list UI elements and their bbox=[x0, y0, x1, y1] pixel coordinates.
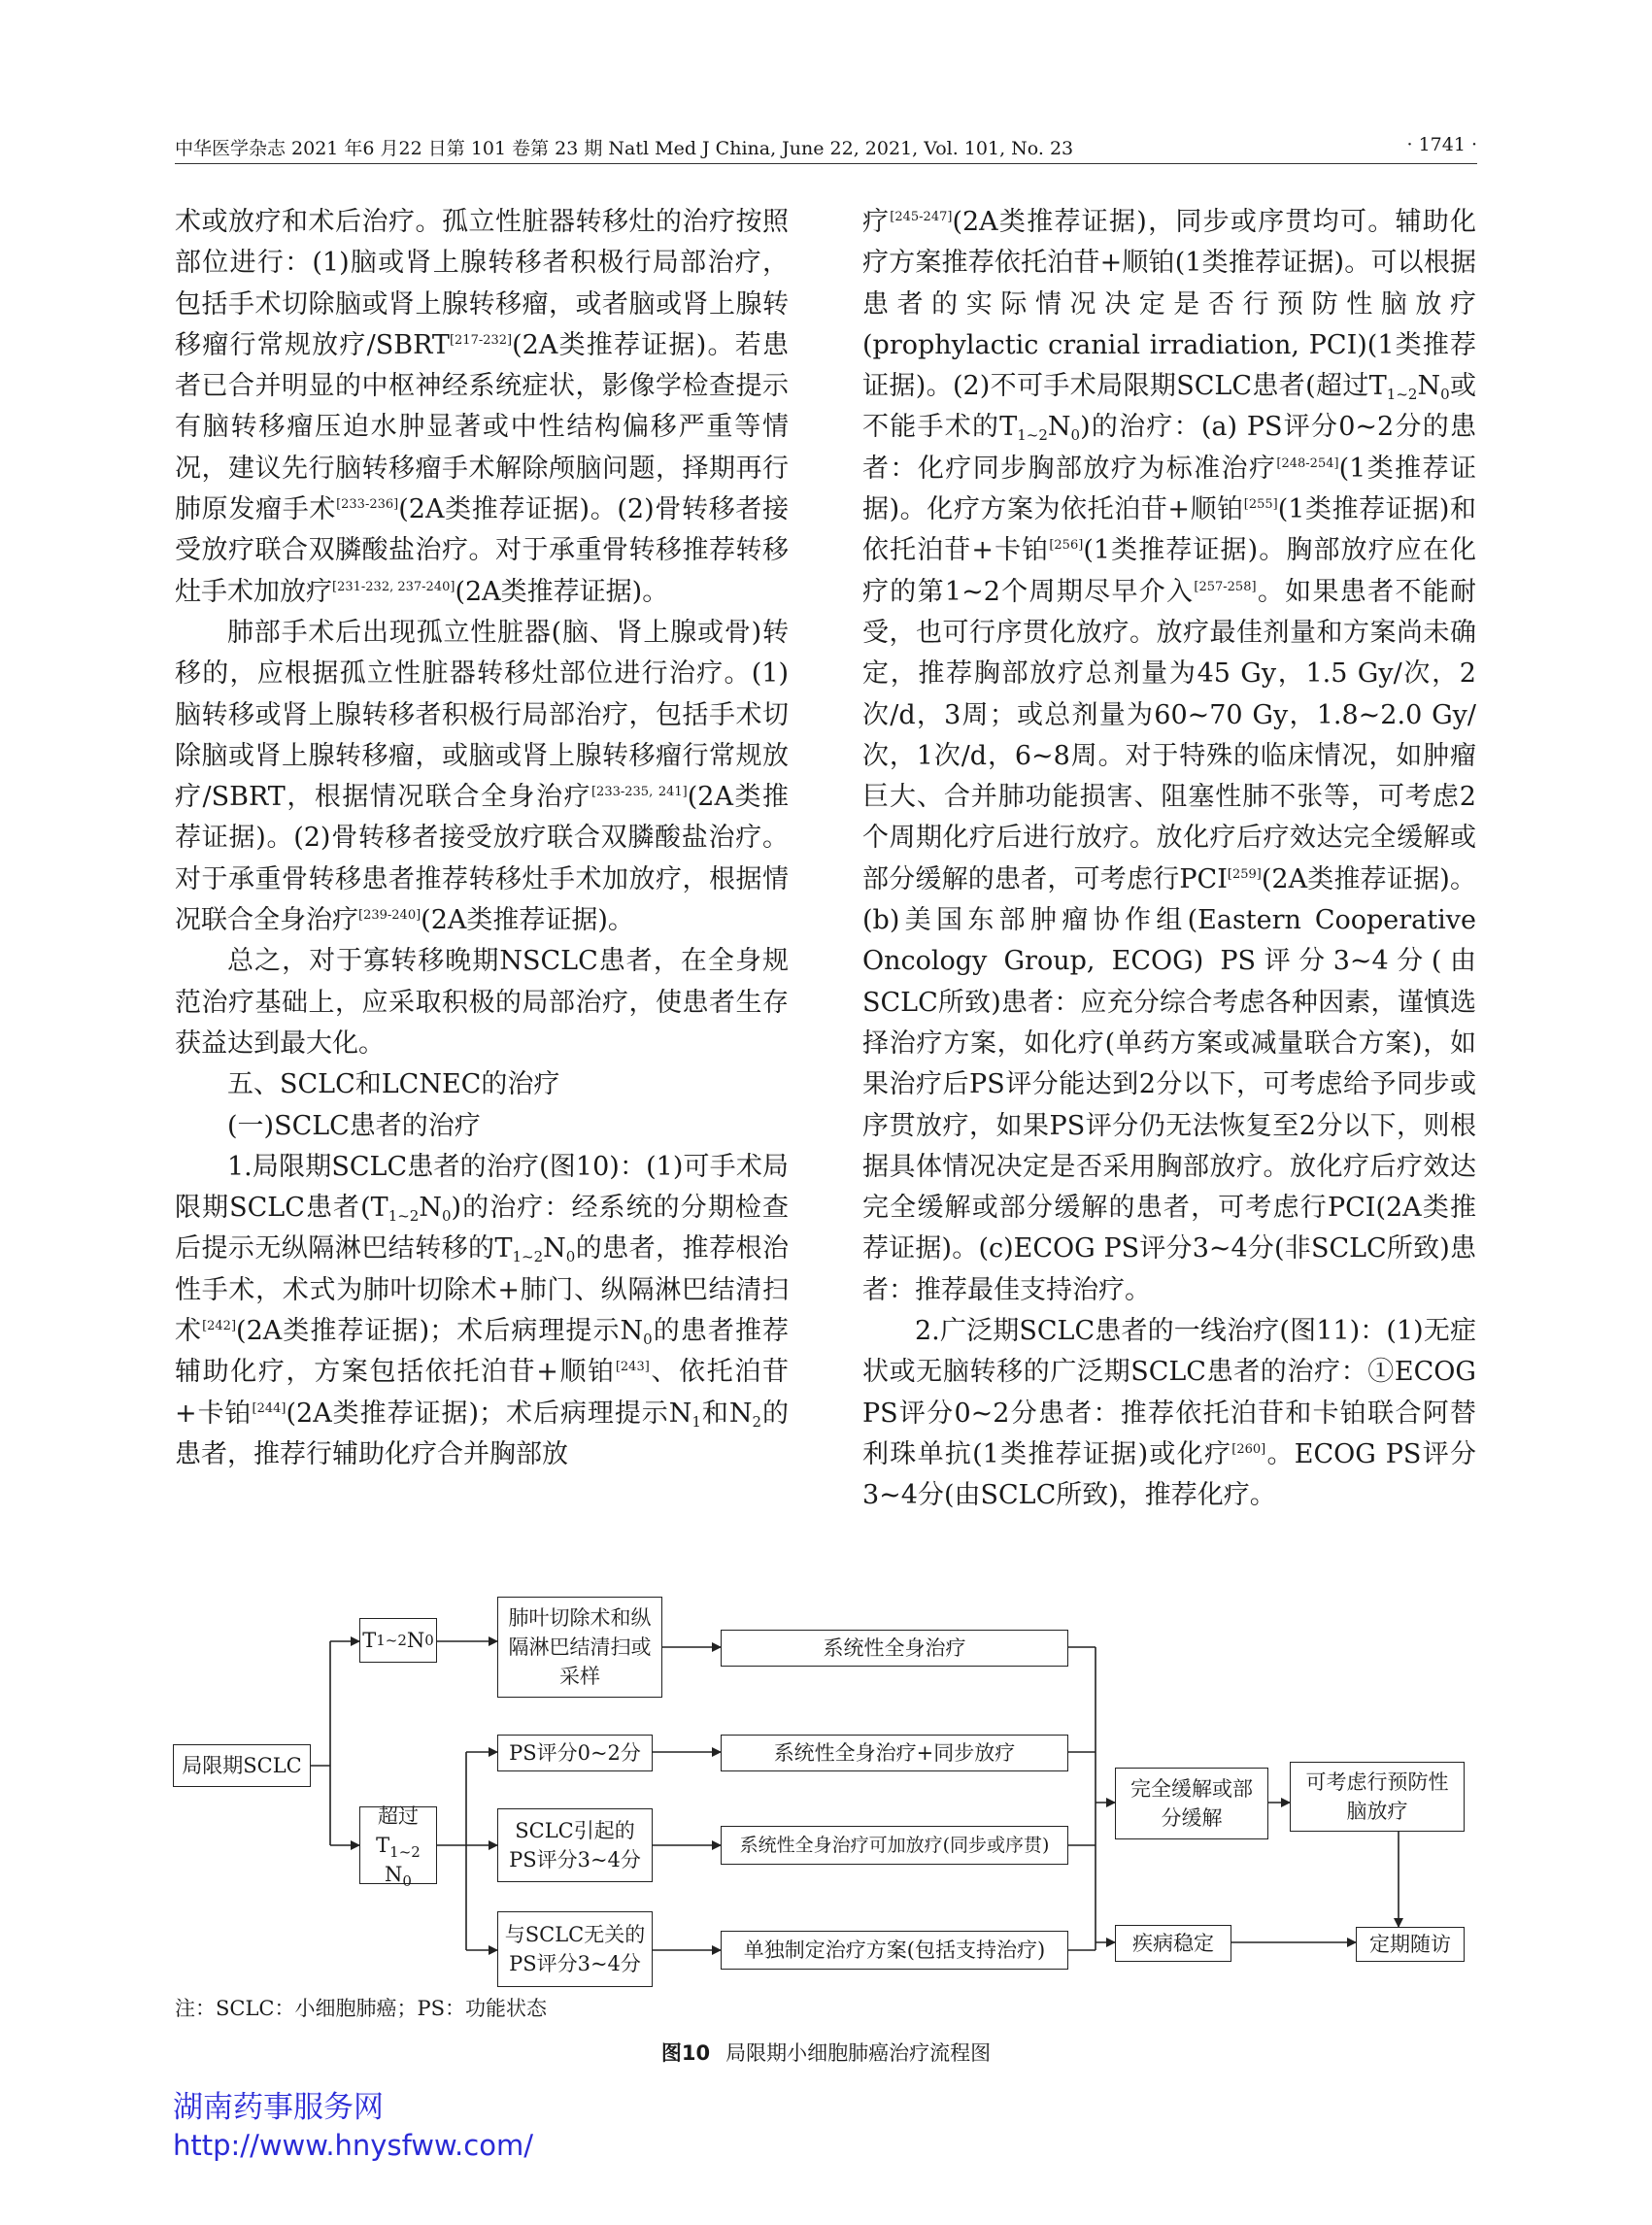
node-lobectomy: 肺叶切除术和纵隔淋巴结清扫或采样 bbox=[497, 1597, 662, 1698]
page-number: · 1741 · bbox=[1406, 134, 1477, 155]
right-column bbox=[862, 202, 1476, 1517]
paragraph: 肺部手术后出现孤立性脏器(脑、肾上腺或骨)转移的，应根据孤立性脏器转移灶部位进行治疗。(1)脑转移或肾上腺转移者积极行局部治疗，包括手术切除脑或肾上腺转移瘤，或脑或肾上腺转移瘤行常规放疗/SBRT，根据情况联合全身治疗[233-235, 241](2A类推荐证据)。(2)骨转移者接受放疗联合双膦酸盐治疗。对于承重骨转移患者推荐转移灶手术加放疗，根据情况联合全身治疗[239-240](2A类推荐证据)。 bbox=[175, 617, 789, 936]
node-pci: 可考虑行预防性脑放疗 bbox=[1290, 1762, 1465, 1832]
left-column bbox=[175, 202, 789, 1475]
watermark bbox=[173, 2088, 533, 2164]
paragraph: 术或放疗和术后治疗。孤立性脏器转移灶的治疗按照部位进行：(1)脑或肾上腺转移者积极行局部治疗，包括手术切除脑或肾上腺转移瘤，或者脑或肾上腺转移瘤行常规放疗/SBRT[217-232](2A类推荐证据)。若患者已合并明显的中枢神经系统症状，影像学检查提示有脑转移瘤压迫水肿显著或中性结构偏移严重等情况，建议先行脑转移瘤手术解除颅脑问题，择期再行肺原发瘤手术[233-236](2A类推荐证据)。(2)骨转移者接受放疗联合双膦酸盐治疗。对于承重骨转移推荐转移灶手术加放疗[231-232, 237-240](2A类推荐证据)。 bbox=[175, 207, 790, 607]
node-stable-disease: 疾病稳定 bbox=[1115, 1925, 1231, 1962]
node-sclc-ps-3-4: SCLC引起的PS评分3~4分 bbox=[497, 1808, 653, 1882]
running-header bbox=[175, 134, 1477, 164]
paragraph: 疗[245-247](2A类推荐证据)，同步或序贯均可。辅助化疗方案推荐依托泊苷+顺铂(1类推荐证据)。可以根据患者的实际情况决定是否行预防性脑放疗(prophylactic cranial irradiation, PCI)(1类推荐证据)。(2)不可手术局限期SCLC患者(超过$T_{1\sim 2}N_0$或不能手术的$T_{1\sim 2}N_0$)的治疗：(a) PS评分0~2分的患者：化疗同步胸部放疗为标准治疗[248-254](1类推荐证据)。化疗方案为依托泊苷+顺铂[255](1类推荐证据)和依托泊苷+卡铂[256](1类推荐证据)。胸部放疗应在化疗的第1~2个周期尽早介入[257-258]。如果患者不能耐受，也可行序贯化放疗。放疗最佳剂量和方案尚未确定，推荐胸部放疗总剂量为45 Gy，1.5 Gy/次，2次/d，3周；或总剂量为60~70 Gy，1.8~2.0 Gy/次，1次/d，6~8周。对于特殊的临床情况，如肿瘤巨大、合并肺功能损害、阻塞性肺不张等，可考虑2个周期化疗后进行放疗。放化疗后疗效达完全缓解或部分缓解的患者，可考虑行PCI[259](2A类推荐证据)。(b)美国东部肿瘤协作组(Eastern Cooperative Oncology Group, ECOG) PS评分3~4分(由SCLC所致)患者：应充分综合考虑各种因素，谨慎选择治疗方案，如化疗(单药方案或减量联合方案)，如果治疗后PS评分能达到2分以下，可考虑给予同步或序贯放疗，如果PS评分仍无法恢复至2分以下，则根据具体情况决定是否采用胸部放疗。放化疗后疗效达完全缓解或部分缓解的患者，可考虑行PCI(2A类推荐证据)。(c)ECOG PS评分3~4分(非SCLC所致)患者：推荐最佳支持治疗。 bbox=[862, 207, 1477, 1305]
node-limited-stage-sclc: 局限期SCLC bbox=[173, 1744, 311, 1787]
figure-note: 注：SCLC：小细胞肺癌；PS：功能状态 bbox=[175, 1997, 547, 2020]
node-systemic-plus-rt: 系统性全身治疗可加放疗(同步或序贯) bbox=[721, 1826, 1068, 1865]
node-complete-partial-response: 完全缓解或部分缓解 bbox=[1115, 1768, 1268, 1839]
node-t12n0: T 1~2 N 0 bbox=[359, 1618, 437, 1663]
node-ps-0-2: PS评分0~2分 bbox=[497, 1735, 653, 1771]
section-heading: 五、SCLC和LCNEC的治疗 bbox=[227, 1069, 560, 1100]
node-follow-up: 定期随访 bbox=[1356, 1927, 1465, 1962]
paragraph: 2.广泛期SCLC患者的一线治疗(图11)：(1)无症状或无脑转移的广泛期SCLC患者的治疗：①ECOG PS评分0~2分患者：推荐依托泊苷和卡铂联合阿替利珠单抗(1类推荐证据)或化疗[260]。ECOG PS评分3~4分(由SCLC所致)，推荐化疗。 bbox=[862, 1316, 1476, 1511]
paragraph: 1.局限期SCLC患者的治疗(图10)：(1)可手术局限期SCLC患者$(T_{1\sim 2}N_0)$的治疗：经系统的分期检查后提示无纵隔淋巴结转移的$T_{1\sim 2}N_0$的患者，推荐根治性手术，术式为肺叶切除术+肺门、纵隔淋巴结清扫术[242](2A类推荐证据)；术后病理提示$N_0$的患者推荐辅助化疗，方案包括依托泊苷+顺铂[243]、依托泊苷+卡铂[244](2A类推荐证据)；术后病理提示$N_1$和$N_2$的患者，推荐行辅助化疗合并胸部放 bbox=[175, 1151, 790, 1469]
node-non-sclc-ps-3-4: 与SCLC无关的PS评分3~4分 bbox=[497, 1911, 653, 1987]
paragraph: 总之，对于寡转移晚期NSCLC患者，在全身规范治疗基础上，应采取积极的局部治疗，使患者生存获益达到最大化。 bbox=[175, 946, 789, 1059]
journal-citation: 中华医学杂志 2021 年6 月22 日第 101 卷第 23 期 Natl Med J China, June 22, 2021, Vol. 101, No. 23 bbox=[175, 138, 1074, 159]
subsection-heading: (一)SCLC患者的治疗 bbox=[227, 1110, 481, 1141]
caption-text: 局限期小细胞肺癌治疗流程图 bbox=[725, 2041, 992, 2065]
figure-caption bbox=[0, 2038, 1652, 2067]
watermark-url: http://www.hnysfww.com/ bbox=[173, 2129, 533, 2162]
watermark-site-name: 湖南药事服务网 bbox=[173, 2090, 384, 2125]
caption-number: 图10 bbox=[660, 2041, 711, 2065]
node-systemic-therapy: 系统性全身治疗 bbox=[721, 1630, 1068, 1667]
node-systemic-concurrent-rt: 系统性全身治疗+同步放疗 bbox=[721, 1735, 1068, 1771]
node-beyond-t12n0: 超过 $T_{1\sim 2}$ $N_0$ bbox=[359, 1806, 437, 1884]
node-individual-plan: 单独制定治疗方案(包括支持治疗) bbox=[721, 1931, 1068, 1970]
